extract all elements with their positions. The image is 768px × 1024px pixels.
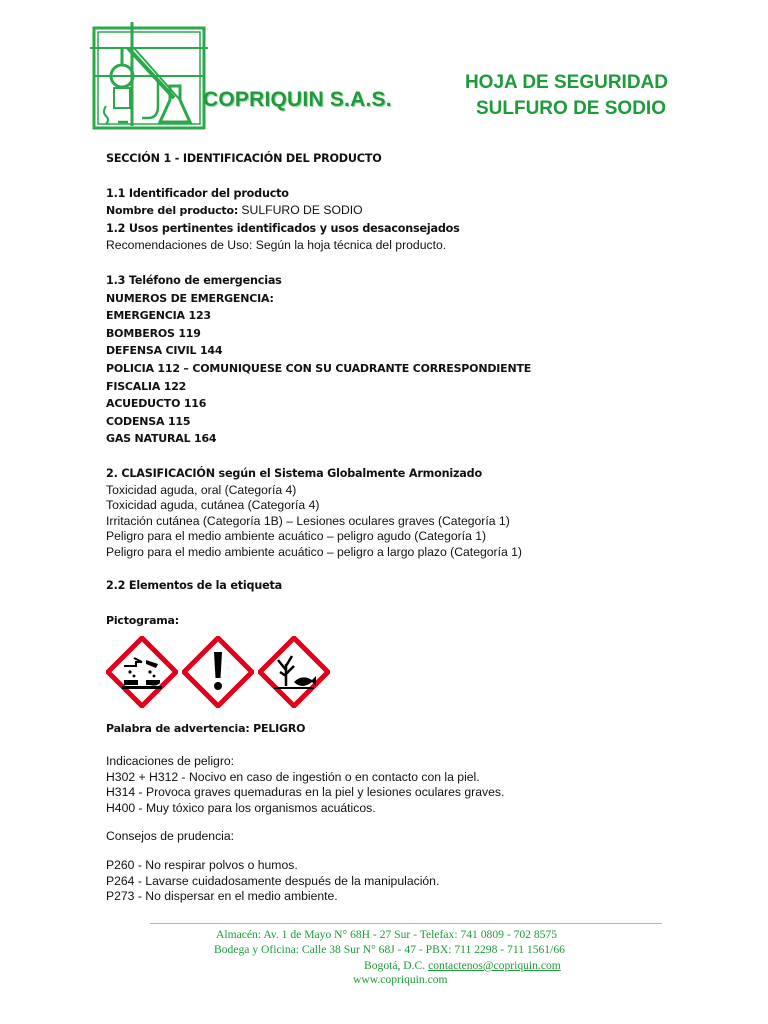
- emergency-number-item: FISCALIA 122: [106, 379, 187, 393]
- footer-email-link[interactable]: contactenos@copriquin.com: [428, 959, 561, 972]
- document-title: [465, 70, 668, 122]
- footer-address-line-1: Almacén: Av. 1 de Mayo N° 68H - 27 Sur - Telefax: 741 0809 - 702 8575: [216, 928, 558, 941]
- hazard-statements-heading: Indicaciones de peligro:: [106, 754, 235, 769]
- environment-pictogram-icon: [258, 636, 330, 708]
- emergency-number-item: EMERGENCIA 123: [106, 309, 211, 323]
- emergency-numbers-list: [106, 307, 686, 448]
- hazard-statement: H302 + H312 - Nocivo en caso de ingestión o en contacto con la piel.: [106, 769, 480, 784]
- section-1-heading: SECCIÓN 1 - IDENTIFICACIÓN DEL PRODUCTO: [106, 152, 382, 165]
- title-line-1: HOJA DE SEGURIDAD: [464, 72, 668, 93]
- company-name: COPRIQUIN S.A.S.: [203, 88, 392, 111]
- footer-address-line-2: Bodega y Oficina: Calle 38 Sur N° 68J - 47 - PBX: 711 2298 - 711 1561/66: [214, 943, 565, 956]
- section-2-2-heading: 2.2 Elementos de la etiqueta: [106, 579, 282, 593]
- emergency-number-item: BOMBEROS 119: [106, 326, 201, 340]
- footer-website[interactable]: www.copriquin.com: [353, 973, 448, 986]
- classification-item: Irritación cutánea (Categoría 1B) – Lesiones oculares graves (Categoría 1): [106, 513, 510, 528]
- emergency-number-item: DEFENSA CIVIL 144: [106, 344, 223, 358]
- hazard-statements-list: [106, 770, 686, 817]
- classification-list: [106, 483, 686, 561]
- footer-divider: [150, 923, 662, 924]
- corrosion-pictogram-icon: [106, 636, 178, 708]
- product-name-value: SULFURO DE SODIO: [238, 203, 363, 218]
- pictogram-label: Pictograma:: [106, 614, 179, 628]
- precautionary-statement: P273 - No dispersar en el medio ambiente.: [106, 889, 338, 904]
- classification-item: Toxicidad aguda, cutánea (Categoría 4): [106, 498, 320, 513]
- signal-word: Palabra de advertencia: PELIGRO: [106, 721, 306, 735]
- footer-city: Bogotá, D.C.: [364, 959, 429, 972]
- emergency-numbers-heading: NUMEROS DE EMERGENCIA:: [106, 291, 274, 305]
- product-name-label: Nombre del producto:: [106, 204, 239, 218]
- section-2-heading: 2. CLASIFICACIÓN según el Sistema Globalmente Armonizado: [106, 466, 482, 480]
- emergency-number-item: ACUEDUCTO 116: [106, 397, 207, 411]
- precautionary-statement: P260 - No respirar polvos o humos.: [106, 858, 298, 873]
- uses-text: Recomendaciones de Uso: Según la hoja técnica del producto.: [106, 238, 447, 253]
- emergency-number-item: GAS NATURAL 164: [106, 432, 217, 446]
- document-body: [106, 150, 686, 905]
- product-name-row: [106, 202, 686, 220]
- exclamation-pictogram-icon: [182, 636, 254, 708]
- hazard-statement: H400 - Muy tóxico para los organismos acuáticos.: [106, 801, 376, 816]
- section-1-3-heading: 1.3 Teléfono de emergencias: [106, 273, 282, 287]
- classification-item: Toxicidad aguda, oral (Categoría 4): [106, 482, 297, 497]
- hazard-statement: H314 - Provoca graves quemaduras en la piel y lesiones oculares graves.: [106, 785, 505, 800]
- precautionary-statements-list: [106, 858, 686, 905]
- classification-item: Peligro para el medio ambiente acuático – peligro agudo (Categoría 1): [106, 529, 487, 544]
- emergency-number-item: CODENSA 115: [106, 414, 191, 428]
- section-1-2-heading: 1.2 Usos pertinentes identificados y usos desaconsejados: [106, 221, 460, 235]
- pictogram-row: [106, 636, 686, 720]
- title-line-2: SULFURO DE SODIO: [475, 98, 666, 119]
- classification-item: Peligro para el medio ambiente acuático – peligro a largo plazo (Categoría 1): [106, 544, 522, 559]
- company-logo: [88, 18, 393, 136]
- lab-apparatus-icon: [88, 18, 393, 136]
- emergency-number-item: POLICIA 112 – COMUNIQUESE CON SU CUADRANTE CORRESPONDIENTE: [106, 361, 532, 375]
- precautionary-statement: P264 - Lavarse cuidadosamente después de la manipulación.: [106, 873, 440, 888]
- section-1-1-heading: 1.1 Identificador del producto: [106, 186, 289, 200]
- precautionary-heading: Consejos de prudencia:: [106, 828, 235, 843]
